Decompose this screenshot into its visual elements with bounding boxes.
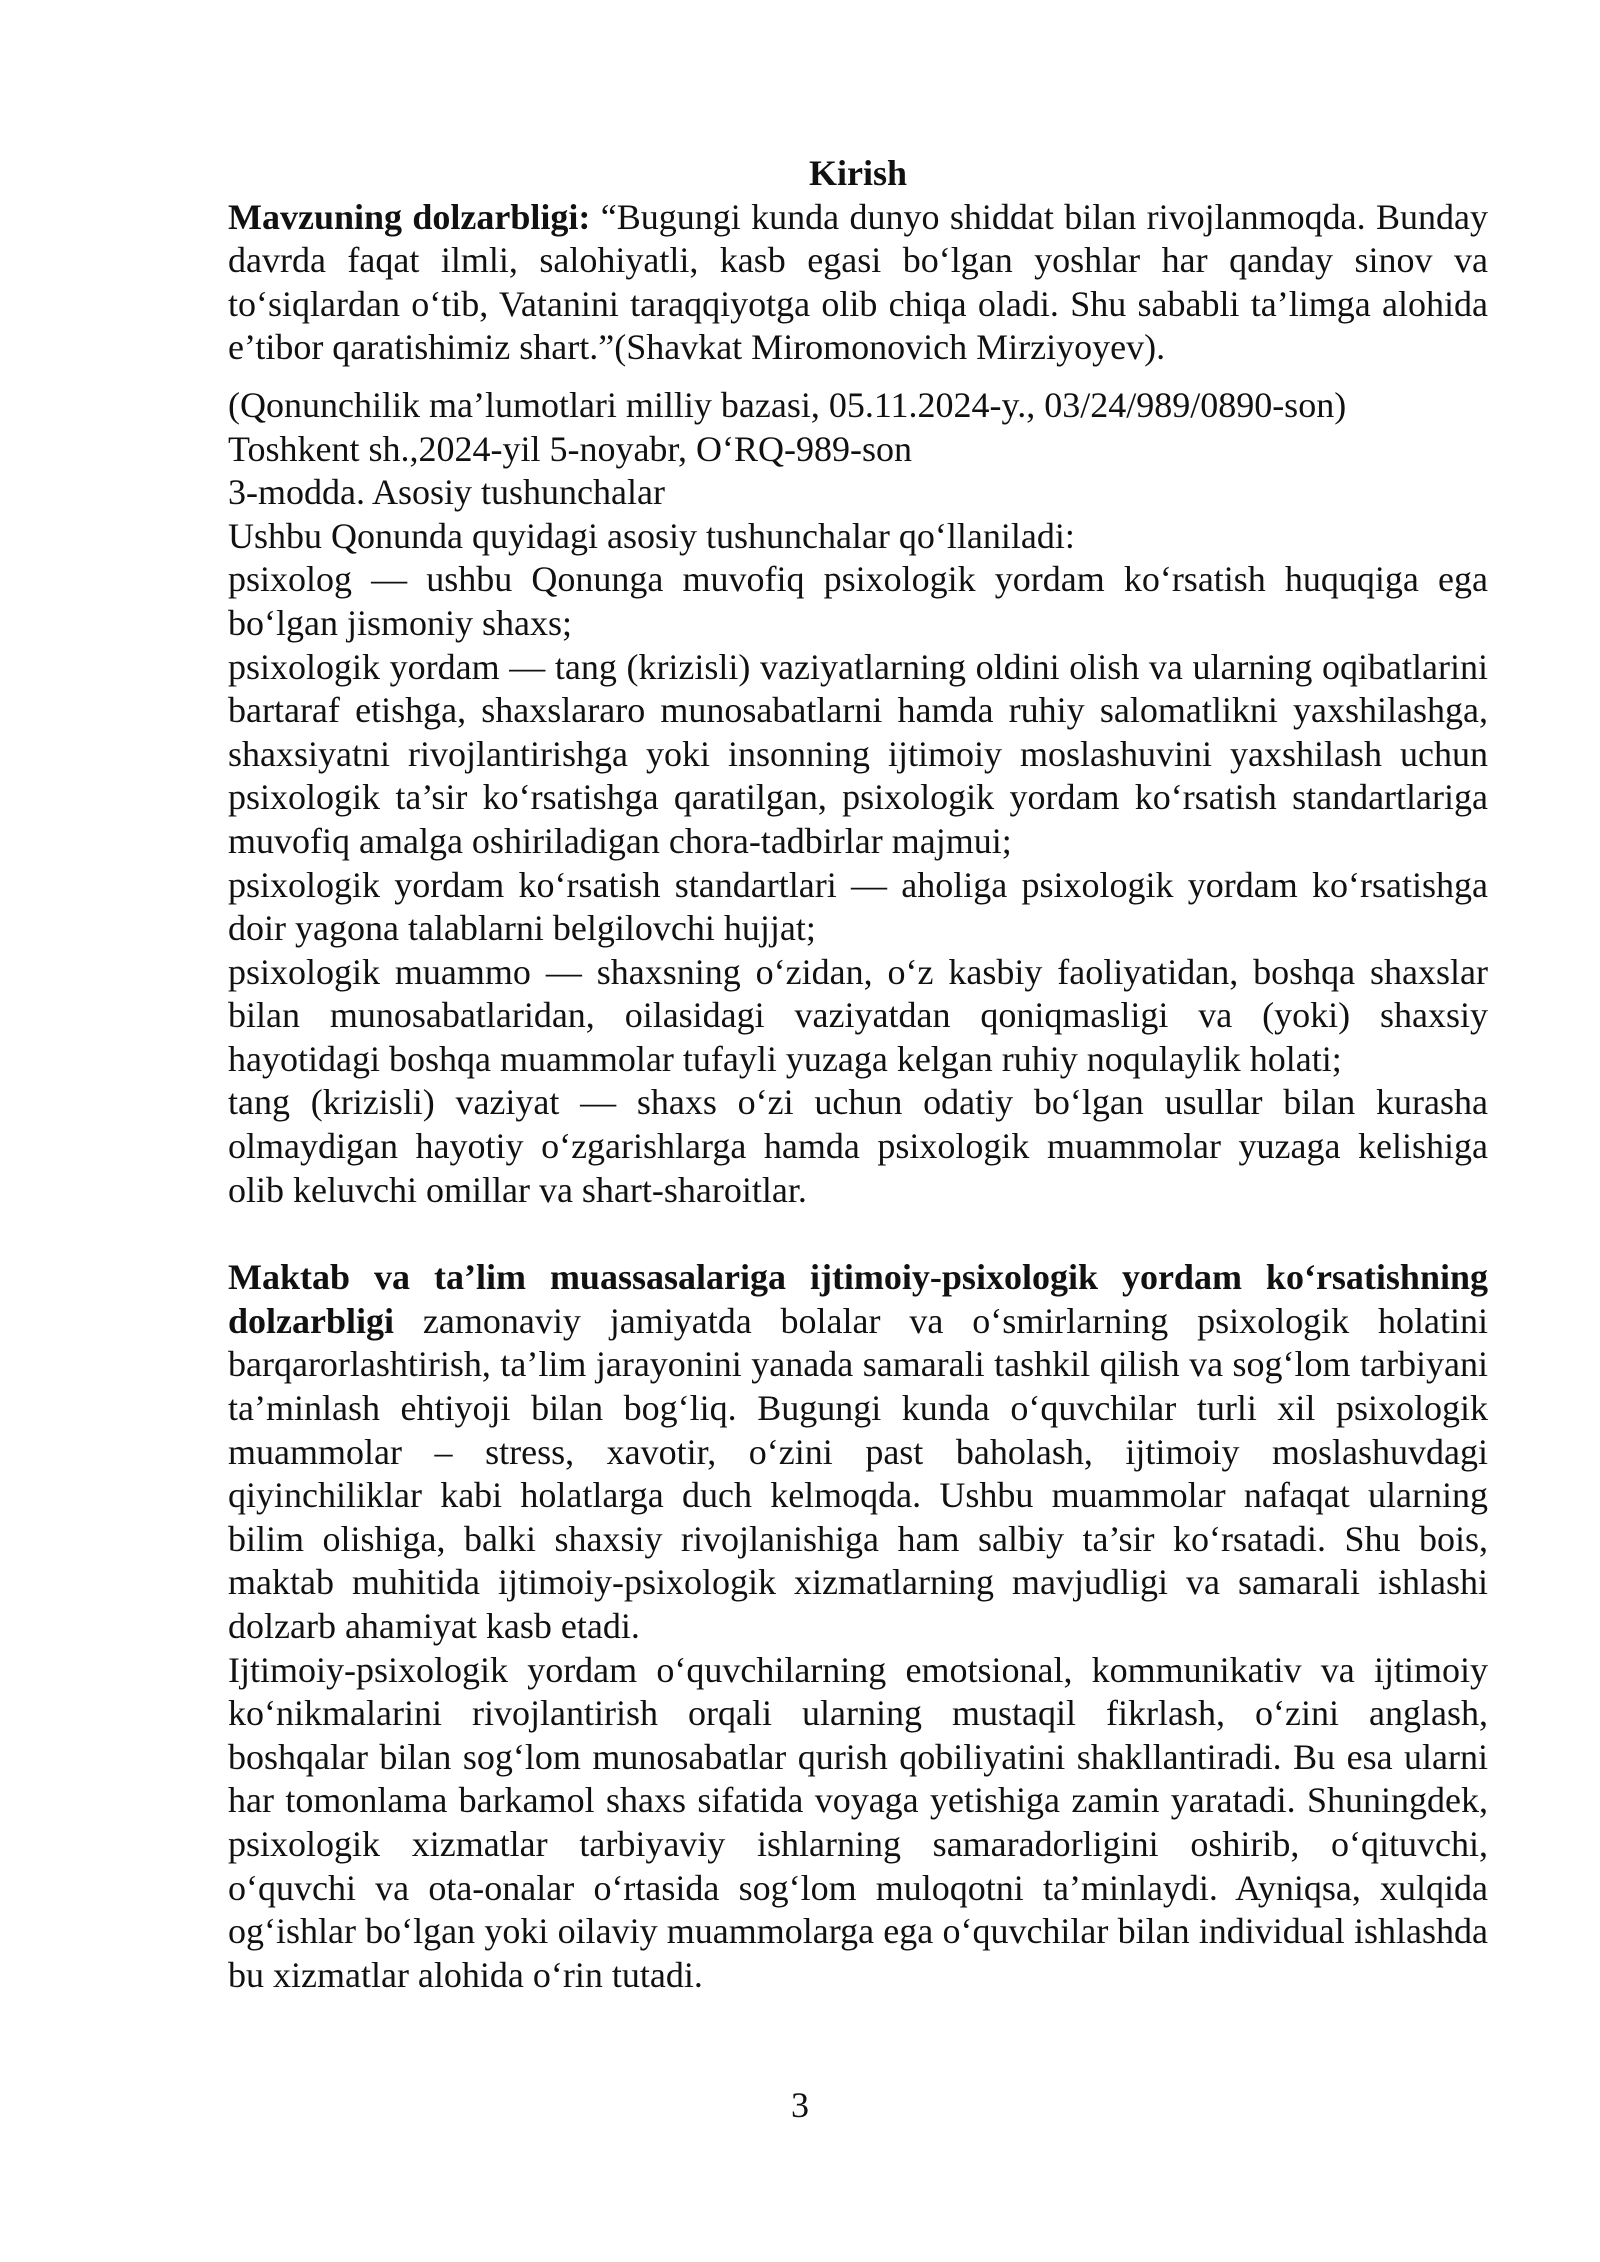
relevance-paragraph xyxy=(228,1256,1488,1648)
law-place: Toshkent sh.,2024-yil 5-noyabr, O‘RQ-989-son xyxy=(228,428,912,469)
intro-text: “Bugungi kunda dunyo shiddat bilan rivojlanmoqda. Bunday davrda faqat ilmli, salohiyatli, kasb egasi bo‘lgan yoshlar har qanday sinov va to‘siqlardan o‘tib, Vatanini taraqqiyotga olib chiqa oladi. Shu sababli ta’limga alohida e’tibor qaratishimiz shart.”(Shavkat Miromonovich Mirziyoyev). xyxy=(228,196,1488,368)
definition-psychological-help: psixologik yordam — tang (krizisli) vaziyatlarning oldini olish va ularning oqibatlarini bartaraf etishga, shaxslararo munosabatlarni hamda ruhiy salomatlikni yaxshilashga, shaxsiyatni rivojlantirishga yoki insonning ijtimoiy moslashuvini yaxshilash uchun psixologik ta’sir ko‘rsatishga qaratilgan, psixologik yordam ko‘rsatish standartlariga muvofiq amalga oshiriladigan chora-tadbirlar majmui; xyxy=(228,646,1488,861)
law-lead: Ushbu Qonunda quyidagi asosiy tushunchalar qo‘llaniladi: xyxy=(228,515,1075,556)
page-title: Kirish xyxy=(808,153,907,193)
page-content xyxy=(228,152,1488,1997)
relevance-text: zamonaviy jamiyatda bolalar va o‘smirlarning psixologik holatini barqarorlashtirish, ta’lim jarayonini yanada samarali tashkil qilish va sog‘lom tarbiyani ta’minlash ehtiyoji bilan bog‘liq. Bugungi kunda o‘quvchilar turli xil psixologik muammolar – stress, xavotir, o‘zini past baholash, ijtimoiy moslashuvdagi qiyinchiliklar kabi holatlarga duch kelmoqda. Ushbu muammolar nafaqat ularning bilim olishiga, balki shaxsiy rivojlanishiga ham salbiy ta’sir ko‘rsatadi. Shu bois, maktab muhitida ijtimoiy-psixologik xizmatlarning mavjudligi va samarali ishlashi dolzarb ahamiyat kasb etadi. xyxy=(228,1300,1488,1646)
law-citation: (Qonunchilik ma’lumotlari milliy bazasi, 05.11.2024-y., 03/24/989/0890-son) xyxy=(228,384,1347,425)
definition-psychological-problem: psixologik muammo — shaxsning o‘zidan, o‘z kasbiy faoliyatidan, boshqa shaxslar bilan munosabatlaridan, oilasidagi vaziyatdan qoniqmasligi va (yoki) shaxsiy hayotidagi boshqa muammolar tufayli yuzaga kelgan ruhiy noqulaylik holati; xyxy=(228,951,1488,1079)
definition-help-standards: psixologik yordam ko‘rsatish standartlari — aholiga psixologik yordam ko‘rsatishga doir yagona talablarni belgilovchi hujjat; xyxy=(228,864,1488,949)
intro-paragraph xyxy=(228,196,1488,370)
law-article: 3-modda. Asosiy tushunchalar xyxy=(228,472,665,513)
closing-paragraph: Ijtimoiy-psixologik yordam o‘quvchilarning emotsional, kommunikativ va ijtimoiy ko‘nikmalarini rivojlantirish orqali ularning mustaqil fikrlash, o‘zini anglash, boshqalar bilan sog‘lom munosabatlar qurish qobiliyatini shakllantiradi. Bu esa ularni har tomonlama barkamol shaxs sifatida voyaga yetishiga zamin yaratadi. Shuningdek, psixologik xizmatlar tarbiyaviy ishlarning samaradorligini oshirib, o‘qituvchi, o‘quvchi va ota-onalar o‘rtasida sog‘lom muloqotni ta’minlaydi. Ayniqsa, xulqida og‘ishlar bo‘lgan yoki oilaviy muammolarga ega o‘quvchilar bilan individual ishlashda bu xizmatlar alohida o‘rin tutadi. xyxy=(228,1649,1488,1995)
relevance-label: Maktab va ta’lim muassasalariga ijtimoiy-psixologik yordam ko‘rsatishning dolzarbligi xyxy=(228,1257,1488,1341)
intro-label: Mavzuning dolzarbligi: xyxy=(228,196,591,237)
definition-psychologist: psixolog — ushbu Qonunga muvofiq psixologik yordam ko‘rsatish huquqiga ega bo‘lgan jismoniy shaxs; xyxy=(228,559,1488,643)
definition-crisis-situation: tang (krizisli) vaziyat — shaxs o‘zi uchun odatiy bo‘lgan usullar bilan kurasha olmaydigan hayotiy o‘zgarishlarga hamda psixologik muammolar yuzaga kelishiga olib keluvchi omillar va shart-sharoitlar. xyxy=(228,1082,1488,1210)
page-number: 3 xyxy=(791,2085,809,2125)
